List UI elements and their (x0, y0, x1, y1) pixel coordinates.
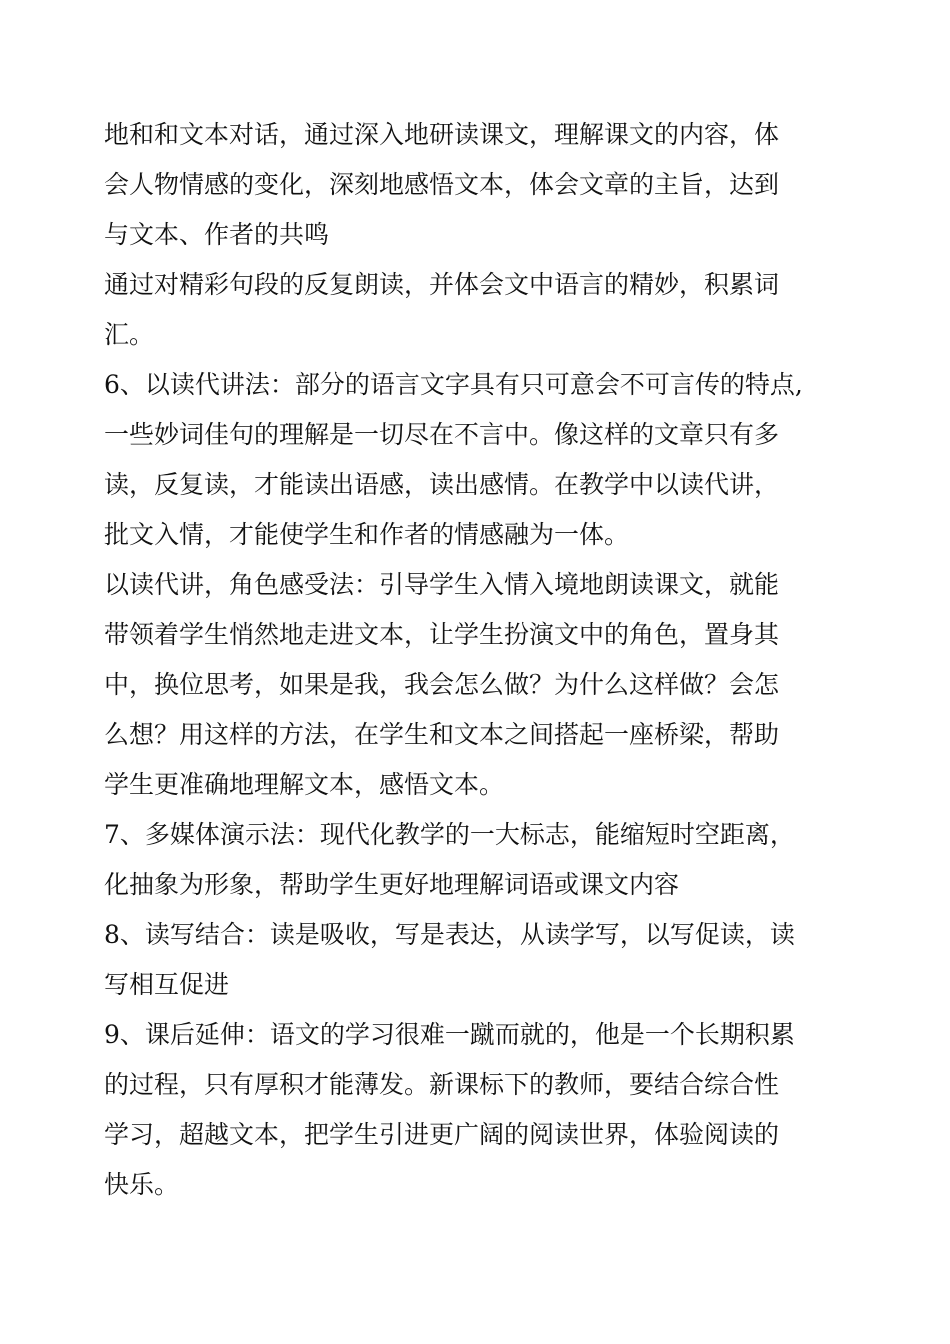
text-line: 中，换位思考，如果是我，我会怎么做？为什么这样做？会怎 (104, 670, 780, 699)
text-line: 9、课后延伸：语文的学习很难一蹴而就的，他是一个长期积累 (104, 1020, 795, 1049)
text-line: 地和和文本对话，通过深入地研读课文，理解课文的内容，体 (104, 120, 780, 149)
text-line: 7、多媒体演示法：现代化教学的一大标志，能缩短时空距离， (104, 820, 795, 849)
text-line: 读，反复读，才能读出语感，读出感情。在教学中以读代讲， (104, 470, 780, 499)
text-line: 写相互促进 (104, 970, 230, 999)
text-line: 化抽象为形象，帮助学生更好地理解词语或课文内容 (104, 870, 680, 899)
paragraph-repeated-reading (104, 260, 824, 360)
text-line: 的过程，只有厚积才能薄发。新课标下的教师，要结合综合性 (104, 1070, 780, 1099)
text-line: 一些妙词佳句的理解是一切尽在不言中。像这样的文章只有多 (104, 420, 780, 449)
text-line: 学习，超越文本，把学生引进更广阔的阅读世界，体验阅读的 (104, 1120, 780, 1149)
text-line: 8、读写结合：读是吸收，写是表达，从读学写，以写促读，读 (104, 920, 795, 949)
paragraph-item-9 (104, 1010, 824, 1210)
text-line: 批文入情，才能使学生和作者的情感融为一体。 (104, 520, 630, 549)
text-line: 以读代讲，角色感受法：引导学生入情入境地朗读课文，就能 (104, 570, 780, 599)
text-line: 汇。 (104, 320, 155, 349)
text-line: 快乐。 (104, 1170, 180, 1199)
paragraph-item-7 (104, 810, 824, 910)
text-line: 带领着学生悄然地走进文本，让学生扮演文中的角色，置身其 (104, 620, 780, 649)
paragraph-role-play (104, 560, 824, 810)
paragraph-text-dialogue (104, 110, 824, 260)
text-line: 学生更准确地理解文本，感悟文本。 (104, 770, 505, 799)
text-line: 与文本、作者的共鸣 (104, 220, 330, 249)
text-line: 6、以读代讲法：部分的语言文字具有只可意会不可言传的特点, (104, 370, 803, 399)
text-line: 通过对精彩句段的反复朗读，并体会文中语言的精妙，积累词 (104, 270, 780, 299)
text-line: 会人物情感的变化，深刻地感悟文本，体会文章的主旨，达到 (104, 170, 780, 199)
text-line: 么想？用这样的方法，在学生和文本之间搭起一座桥梁，帮助 (104, 720, 780, 749)
document-body (104, 110, 824, 1210)
paragraph-item-6 (104, 360, 824, 560)
paragraph-item-8 (104, 910, 824, 1010)
